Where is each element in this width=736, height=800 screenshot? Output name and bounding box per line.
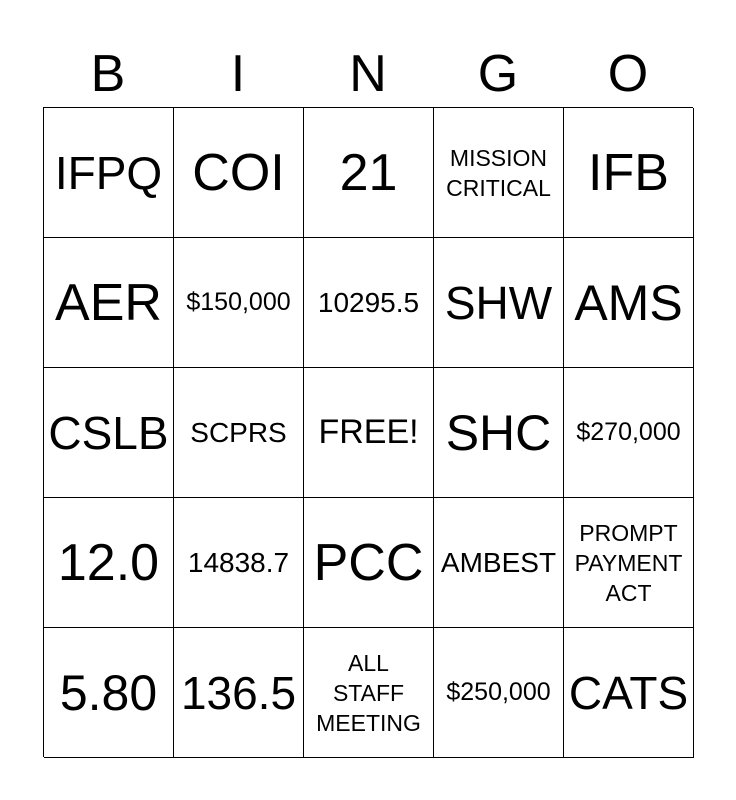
bingo-cell[interactable] xyxy=(564,628,694,758)
bingo-cell[interactable] xyxy=(304,628,434,758)
cell-text: CSLB xyxy=(48,406,169,459)
cell-text: $270,000 xyxy=(576,418,681,446)
cell-text: ALL STAFF MEETING xyxy=(316,649,421,736)
bingo-cell[interactable] xyxy=(434,108,564,238)
bingo-cell[interactable] xyxy=(44,238,174,368)
bingo-cell[interactable] xyxy=(434,628,564,758)
cell-text: 14838.7 xyxy=(187,546,290,578)
bingo-cell[interactable] xyxy=(174,498,304,628)
bingo-cell[interactable] xyxy=(44,108,174,238)
bingo-header xyxy=(43,44,693,104)
cell-text: 136.5 xyxy=(180,666,297,719)
header-letter-o: O xyxy=(607,45,649,103)
header-letter-n: N xyxy=(349,45,387,103)
cell-text: SCPRS xyxy=(190,416,287,448)
bingo-cell[interactable] xyxy=(44,628,174,758)
cell-text: $250,000 xyxy=(446,678,551,706)
cell-text: 5.80 xyxy=(59,664,158,721)
cell-text: PCC xyxy=(313,533,424,592)
bingo-cell[interactable] xyxy=(434,498,564,628)
cell-text: 21 xyxy=(339,143,398,202)
cell-text: MISSION CRITICAL xyxy=(446,144,551,201)
cell-text: AMS xyxy=(574,274,683,331)
header-letter-b: B xyxy=(90,45,126,103)
header-letter-g: G xyxy=(477,45,519,103)
bingo-cell[interactable] xyxy=(564,498,694,628)
bingo-cell[interactable] xyxy=(304,498,434,628)
cell-text: IFPQ xyxy=(54,146,163,199)
cell-text: 10295.5 xyxy=(317,286,420,318)
free-space-cell[interactable] xyxy=(304,368,434,498)
header-letter-i: I xyxy=(230,45,246,103)
cell-text: AMBEST xyxy=(440,546,557,578)
cell-text: COI xyxy=(192,143,285,202)
cell-text: AER xyxy=(55,273,162,332)
bingo-cell[interactable] xyxy=(434,368,564,498)
cell-text: FREE! xyxy=(318,413,419,451)
cell-text: 12.0 xyxy=(57,533,160,592)
bingo-cell[interactable] xyxy=(174,238,304,368)
bingo-cell[interactable] xyxy=(174,368,304,498)
bingo-cell[interactable] xyxy=(304,108,434,238)
bingo-cell[interactable] xyxy=(174,628,304,758)
bingo-cell[interactable] xyxy=(564,238,694,368)
bingo-cell[interactable] xyxy=(564,108,694,238)
bingo-cell[interactable] xyxy=(44,368,174,498)
bingo-cell[interactable] xyxy=(434,238,564,368)
bingo-cell[interactable] xyxy=(174,108,304,238)
cell-text: CATS xyxy=(568,666,689,719)
cell-text: IFB xyxy=(588,143,669,202)
bingo-cell[interactable] xyxy=(564,368,694,498)
bingo-cell[interactable] xyxy=(304,238,434,368)
bingo-cell[interactable] xyxy=(44,498,174,628)
bingo-card-grid xyxy=(43,107,693,757)
cell-text: SHW xyxy=(444,276,553,329)
cell-text: $150,000 xyxy=(186,288,291,316)
cell-text: PROMPT PAYMENT ACT xyxy=(574,519,683,606)
cell-text: SHC xyxy=(445,404,552,461)
